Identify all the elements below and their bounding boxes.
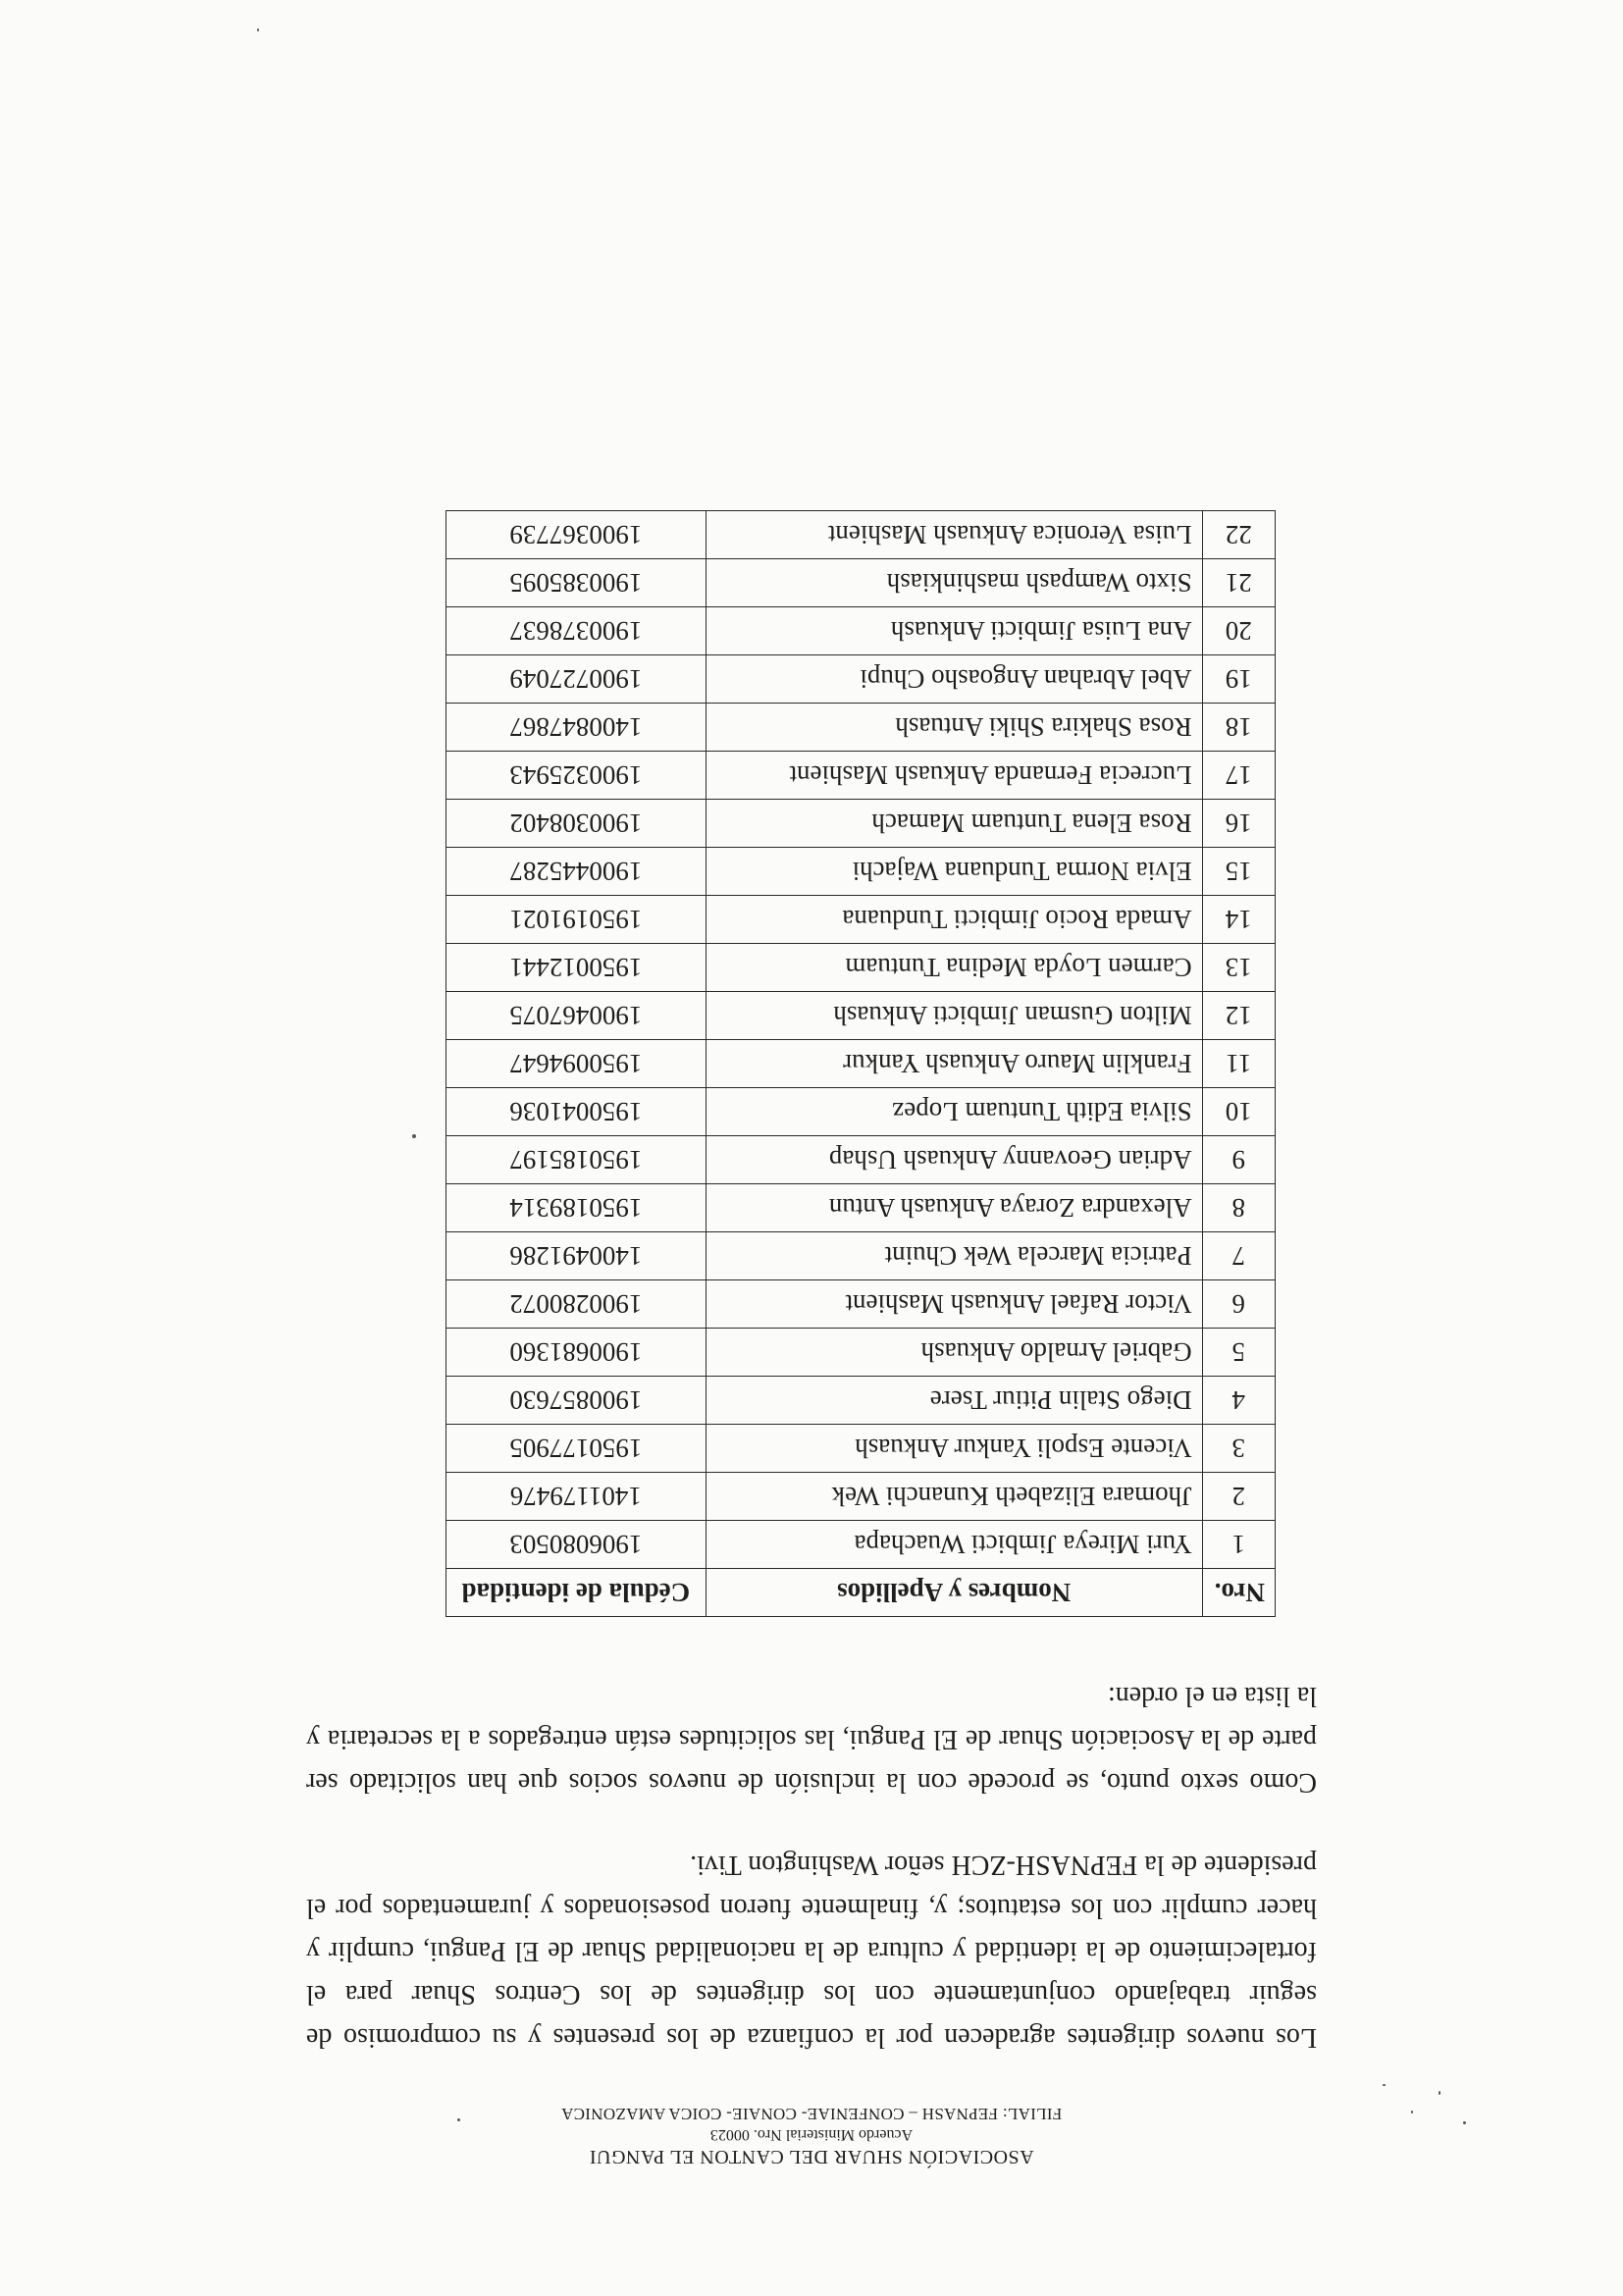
header-names: Nombres y Apellidos bbox=[706, 1569, 1202, 1617]
row-name: Silvia Edith Tuntuam Lopez bbox=[706, 1088, 1202, 1136]
row-number: 8 bbox=[1202, 1184, 1275, 1232]
scan-speck bbox=[1411, 2111, 1413, 2113]
row-name: Diego Stalin Pitiur Tsere bbox=[706, 1377, 1202, 1425]
table-row bbox=[446, 896, 1276, 944]
paragraph-new-leaders: Los nuevos dirigentes agradecen por la confianza de los presentes y su compromiso de seguir trabajando conjuntamente con los dirigentes de los Centros Shuar para el fortalecimiento de la identidad y cultura de la nacionalidad Shuar de El Pangui, cumplir y hacer cumplir con los estatutos; y, finalmente fueron posesionados y juramentados por el presidente de la FEPNASH-ZCH señor Washington Tivi. bbox=[306, 1850, 1317, 2053]
paragraph-sixth-point: Como sexto punto, se procede con la inclusión de nuevos socios que han solicitado ser parte de la Asociación Shuar de El Pangui, las solicitudes están entregados a la secretaria y la lista en el orden: bbox=[306, 1681, 1317, 1798]
table-row bbox=[446, 1425, 1276, 1473]
row-id: 1900445287 bbox=[446, 848, 707, 896]
row-number: 11 bbox=[1202, 1040, 1275, 1088]
table-row bbox=[446, 655, 1276, 704]
table-row bbox=[446, 800, 1276, 848]
row-name: Vicente Espoli Yankur Ankuash bbox=[706, 1425, 1202, 1473]
row-name: Franklin Mauro Ankuash Yankur bbox=[706, 1040, 1202, 1088]
row-number: 22 bbox=[1202, 511, 1275, 559]
row-number: 9 bbox=[1202, 1136, 1275, 1184]
header-id-card: Cédula de identidad bbox=[446, 1569, 707, 1617]
scan-speck bbox=[1439, 2091, 1440, 2095]
table-row bbox=[446, 992, 1276, 1040]
row-name: Elvia Norma Tunduana Wajachi bbox=[706, 848, 1202, 896]
row-name: Adrian Geovanny Ankuash Ushap bbox=[706, 1136, 1202, 1184]
table-row bbox=[446, 848, 1276, 896]
table-row bbox=[446, 1377, 1276, 1425]
letterhead-org-name: ASOCIACIÓN SHUAR DEL CANTON EL PANGUI bbox=[589, 2146, 1034, 2167]
row-name: Yuri Mireya Jimbicti Wuachapa bbox=[706, 1521, 1202, 1569]
row-name: Milton Gusman Jimbicti Ankuash bbox=[706, 992, 1202, 1040]
table-row bbox=[446, 1184, 1276, 1232]
table-row bbox=[446, 1232, 1276, 1280]
row-id: 1900280072 bbox=[446, 1280, 707, 1329]
letterhead-affiliation: FILIAL: FEPNASH – CONFENIAE- CONAIE- COICA AMAZONICA bbox=[560, 2105, 1063, 2123]
row-number: 10 bbox=[1202, 1088, 1275, 1136]
table-row bbox=[446, 1088, 1276, 1136]
row-number: 16 bbox=[1202, 800, 1275, 848]
row-name: Gabriel Arnaldo Ankuash bbox=[706, 1329, 1202, 1377]
table-row bbox=[446, 1473, 1276, 1521]
row-id: 1900308402 bbox=[446, 800, 707, 848]
row-number: 14 bbox=[1202, 896, 1275, 944]
letterhead bbox=[0, 2104, 1623, 2168]
row-id: 1900325943 bbox=[446, 752, 707, 800]
body-text bbox=[306, 1635, 1317, 2059]
table-row bbox=[446, 944, 1276, 992]
members-table bbox=[445, 510, 1276, 1617]
table-header-row bbox=[446, 1569, 1276, 1617]
scan-speck bbox=[412, 1134, 416, 1138]
row-id: 1900378637 bbox=[446, 607, 707, 655]
row-name: Rosa Shakira Shiki Antuash bbox=[706, 704, 1202, 752]
row-number: 20 bbox=[1202, 607, 1275, 655]
row-name: Alexandra Zoraya Ankuash Antun bbox=[706, 1184, 1202, 1232]
row-id: 1900385095 bbox=[446, 559, 707, 607]
row-id: 1950094647 bbox=[446, 1040, 707, 1088]
row-id: 1950185197 bbox=[446, 1136, 707, 1184]
table-row bbox=[446, 704, 1276, 752]
row-name: Sixto Wampash mashinkiash bbox=[706, 559, 1202, 607]
header-number: Nro. bbox=[1202, 1569, 1275, 1617]
table-row bbox=[446, 559, 1276, 607]
table-row bbox=[446, 1329, 1276, 1377]
row-number: 19 bbox=[1202, 655, 1275, 704]
row-id: 1900467075 bbox=[446, 992, 707, 1040]
row-number: 7 bbox=[1202, 1232, 1275, 1280]
row-name: Ana Luisa Jimbicti Ankuash bbox=[706, 607, 1202, 655]
table-row bbox=[446, 511, 1276, 559]
row-id: 1950177905 bbox=[446, 1425, 707, 1473]
row-number: 12 bbox=[1202, 992, 1275, 1040]
row-name: Luisa Veronica Ankuash Mashient bbox=[706, 511, 1202, 559]
row-id: 1401179476 bbox=[446, 1473, 707, 1521]
row-name: Patricia Marcela Wek Chuint bbox=[706, 1232, 1202, 1280]
row-name: Abel Abrahan Angoasho Chupi bbox=[706, 655, 1202, 704]
row-number: 17 bbox=[1202, 752, 1275, 800]
table-row bbox=[446, 1136, 1276, 1184]
row-number: 13 bbox=[1202, 944, 1275, 992]
row-number: 5 bbox=[1202, 1329, 1275, 1377]
row-id: 1400847867 bbox=[446, 704, 707, 752]
row-id: 1950191021 bbox=[446, 896, 707, 944]
row-id: 1950189314 bbox=[446, 1184, 707, 1232]
row-id: 1900857630 bbox=[446, 1377, 707, 1425]
row-name: Rosa Elena Tuntuam Mamach bbox=[706, 800, 1202, 848]
row-id: 1950012441 bbox=[446, 944, 707, 992]
table-row bbox=[446, 1521, 1276, 1569]
table-row bbox=[446, 1040, 1276, 1088]
row-id: 1900367739 bbox=[446, 511, 707, 559]
row-id: 1906080503 bbox=[446, 1521, 707, 1569]
row-id: 1950041036 bbox=[446, 1088, 707, 1136]
table-row bbox=[446, 607, 1276, 655]
letterhead-agreement: Acuerdo Ministerial Nro. 00023 bbox=[709, 2126, 914, 2143]
row-number: 6 bbox=[1202, 1280, 1275, 1329]
row-number: 4 bbox=[1202, 1377, 1275, 1425]
row-id: 1900681360 bbox=[446, 1329, 707, 1377]
row-id: 1400491286 bbox=[446, 1232, 707, 1280]
row-name: Amada Rocio Jimbicti Tunduana bbox=[706, 896, 1202, 944]
row-name: Carmen Loyda Medina Tuntuam bbox=[706, 944, 1202, 992]
row-number: 15 bbox=[1202, 848, 1275, 896]
scan-speck bbox=[257, 28, 259, 31]
scan-speck bbox=[457, 2118, 460, 2121]
row-number: 2 bbox=[1202, 1473, 1275, 1521]
row-number: 18 bbox=[1202, 704, 1275, 752]
row-number: 21 bbox=[1202, 559, 1275, 607]
row-number: 1 bbox=[1202, 1521, 1275, 1569]
scan-speck bbox=[1463, 2121, 1466, 2124]
row-name: Victor Rafael Ankuash Mashient bbox=[706, 1280, 1202, 1329]
table-row bbox=[446, 1280, 1276, 1329]
table-row bbox=[446, 752, 1276, 800]
row-number: 3 bbox=[1202, 1425, 1275, 1473]
row-name: Lucrecia Fernanda Ankuash Mashient bbox=[706, 752, 1202, 800]
scan-speck bbox=[1383, 2084, 1386, 2086]
row-id: 1900727049 bbox=[446, 655, 707, 704]
row-name: Jhomara Elizabeth Kunanchi Wek bbox=[706, 1473, 1202, 1521]
